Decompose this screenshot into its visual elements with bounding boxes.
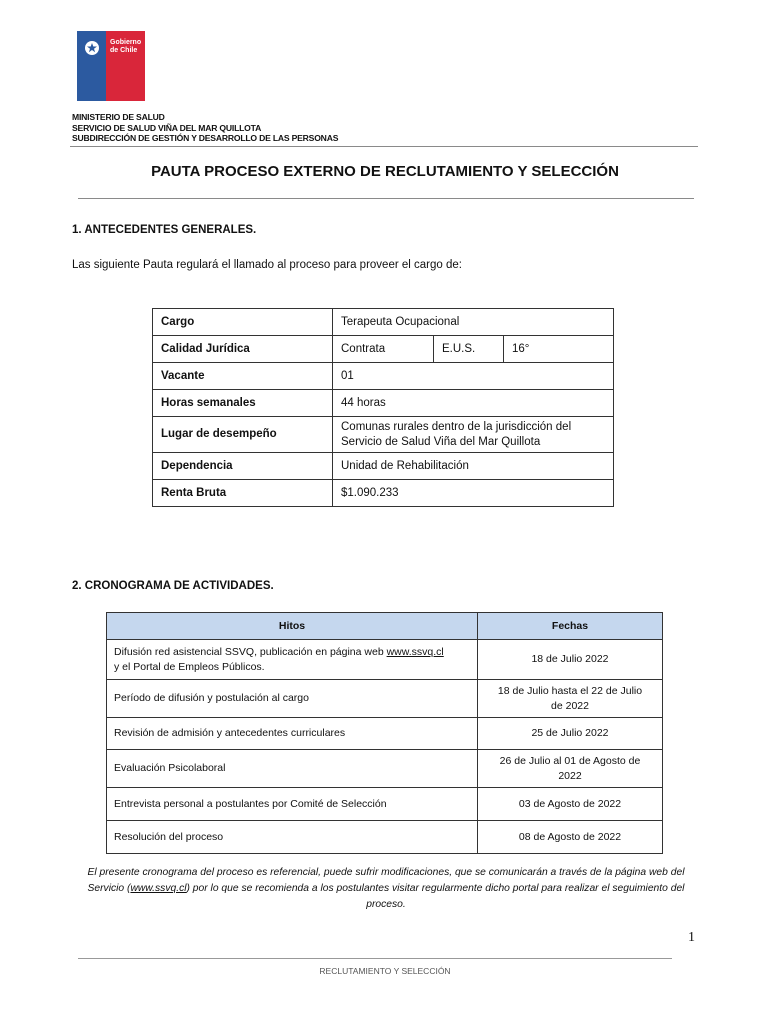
gobierno-de-chile-logo — [77, 31, 145, 101]
table-row — [153, 453, 614, 480]
fecha-cell — [478, 680, 663, 718]
header-ministry: MINISTERIO DE SALUD — [72, 112, 165, 122]
hito-cell: Revisión de admisión y antecedentes curriculares — [107, 718, 478, 750]
lugar-label: Lugar de desempeño — [153, 417, 333, 453]
fecha-cell: 25 de Julio 2022 — [478, 718, 663, 750]
lugar-value-line1: Comunas rurales dentro de la jurisdicción del — [341, 420, 572, 433]
renta-value: $1.090.233 — [333, 480, 614, 507]
footer-divider — [78, 958, 672, 959]
dependencia-label: Dependencia — [153, 453, 333, 480]
dependencia-value: Unidad de Rehabilitación — [333, 453, 614, 480]
table-row — [107, 640, 663, 680]
fecha-line1: 18 de Julio hasta el 22 de Julio — [497, 684, 643, 697]
vacante-label: Vacante — [153, 363, 333, 390]
hito-cell — [107, 640, 478, 680]
table-row — [153, 309, 614, 336]
col-hitos: Hitos — [107, 613, 478, 640]
hito-cell: Entrevista personal a postulantes por Comité de Selección — [107, 788, 478, 821]
institution-header — [72, 112, 338, 144]
calidad-value: Contrata — [333, 336, 434, 363]
header-divider — [70, 146, 698, 147]
table-row — [153, 363, 614, 390]
fecha-cell — [478, 750, 663, 788]
schedule-note — [70, 865, 702, 913]
lugar-value-line2: Servicio de Salud Viña del Mar Quillota — [341, 435, 541, 448]
table-row — [107, 680, 663, 718]
note-ssvq-link[interactable]: www.ssvq.cl — [130, 883, 187, 894]
table-header-row — [107, 613, 663, 640]
vacante-value: 01 — [333, 363, 614, 390]
table-row — [107, 788, 663, 821]
lugar-value — [333, 417, 614, 453]
title-divider — [78, 198, 694, 199]
section2-heading: 2. CRONOGRAMA DE ACTIVIDADES. — [72, 580, 274, 592]
fecha-line2: de 2022 — [551, 699, 589, 712]
fecha-cell: 08 de Agosto de 2022 — [478, 821, 663, 854]
schedule-table — [106, 612, 663, 854]
ssvq-link[interactable]: www.ssvq.cl — [386, 645, 444, 658]
escalafon-value: E.U.S. — [434, 336, 504, 363]
logo-line2: de Chile — [110, 47, 138, 54]
section1-heading: 1. ANTECEDENTES GENERALES. — [72, 224, 257, 236]
table-row — [107, 821, 663, 854]
page-footer: RECLUTAMIENTO Y SELECCIÓN — [319, 966, 451, 976]
table-row — [153, 390, 614, 417]
fecha-line1: 26 de Julio al 01 de Agosto de — [499, 754, 641, 767]
cargo-label: Cargo — [153, 309, 333, 336]
section1-intro: Las siguiente Pauta regulará el llamado al proceso para proveer el cargo de: — [72, 259, 462, 271]
table-row — [153, 480, 614, 507]
hito-text-line2: y el Portal de Empleos Públicos. — [114, 660, 265, 673]
table-row — [107, 750, 663, 788]
page-title: PAUTA PROCESO EXTERNO DE RECLUTAMIENTO Y SELECCIÓN — [151, 163, 619, 180]
coat-of-arms-icon — [81, 37, 103, 59]
fecha-line2: 2022 — [558, 769, 582, 782]
logo-line1: Gobierno — [110, 39, 142, 46]
hito-cell: Evaluación Psicolaboral — [107, 750, 478, 788]
col-fechas: Fechas — [478, 613, 663, 640]
note-text-end: ) por lo que se recomienda a los postulantes visitar regularmente dicho portal para realizar el seguimiento del proceso. — [186, 883, 685, 910]
header-subdirection: SUBDIRECCIÓN DE GESTIÓN Y DESARROLLO DE LAS PERSONAS — [72, 133, 339, 143]
horas-label: Horas semanales — [153, 390, 333, 417]
calidad-label: Calidad Jurídica — [153, 336, 333, 363]
renta-label: Renta Bruta — [153, 480, 333, 507]
hito-text: Difusión red asistencial SSVQ, publicación en página web — [114, 645, 387, 658]
fecha-cell: 18 de Julio 2022 — [478, 640, 663, 680]
fecha-cell: 03 de Agosto de 2022 — [478, 788, 663, 821]
note-text: El presente cronograma del proceso es referencial, puede sufrir modificaciones, que se comunicarán a través de la página web del Servicio ( — [87, 867, 685, 894]
hito-cell: Resolución del proceso — [107, 821, 478, 854]
position-details-table — [152, 308, 614, 507]
horas-value: 44 horas — [333, 390, 614, 417]
page-number: 1 — [688, 930, 695, 945]
table-row — [107, 718, 663, 750]
table-row — [153, 336, 614, 363]
cargo-value: Terapeuta Ocupacional — [333, 309, 614, 336]
grado-value: 16° — [504, 336, 614, 363]
header-service: SERVICIO DE SALUD VIÑA DEL MAR QUILLOTA — [72, 122, 262, 133]
hito-cell: Período de difusión y postulación al cargo — [107, 680, 478, 718]
table-row — [153, 417, 614, 453]
